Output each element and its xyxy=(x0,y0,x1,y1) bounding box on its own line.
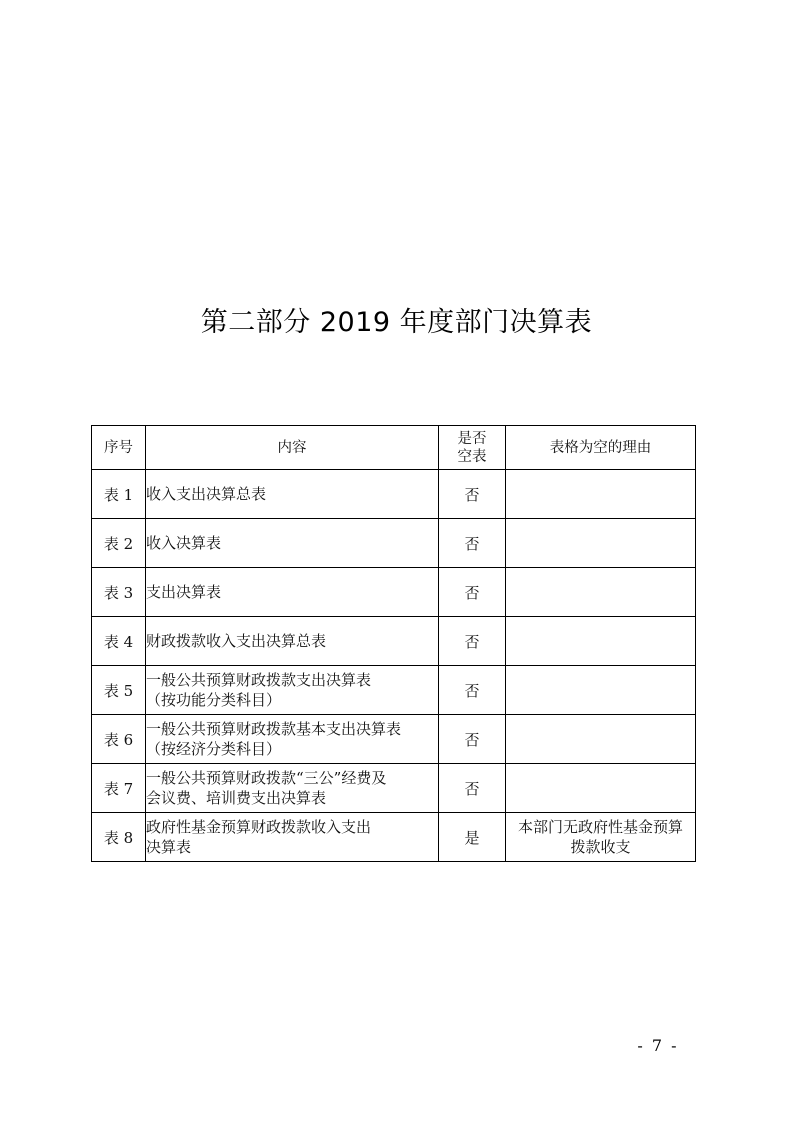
header-is-empty-line1: 是否 xyxy=(457,430,487,447)
row-name-line: 收入决算表 xyxy=(146,534,222,552)
row-name xyxy=(146,568,439,617)
row-is-empty: 否 xyxy=(439,568,506,617)
header-is-empty xyxy=(439,426,506,470)
row-is-empty: 否 xyxy=(439,715,506,764)
row-no: 表 4 xyxy=(92,617,146,666)
header-no: 序号 xyxy=(92,426,146,470)
row-reason xyxy=(506,715,696,764)
row-is-empty: 否 xyxy=(439,519,506,568)
header-content: 内容 xyxy=(146,426,439,470)
row-name-line: 一般公共预算财政拨款支出决算表 xyxy=(146,671,372,689)
row-reason xyxy=(506,568,696,617)
row-name xyxy=(146,813,439,862)
row-no: 表 3 xyxy=(92,568,146,617)
row-name-line: 会议费、培训费支出决算表 xyxy=(146,789,327,807)
row-name-line: 财政拨款收入支出决算总表 xyxy=(146,632,327,650)
row-name-line: 收入支出决算总表 xyxy=(146,485,267,503)
table-header-row xyxy=(92,426,696,470)
row-is-empty: 否 xyxy=(439,666,506,715)
row-no: 表 6 xyxy=(92,715,146,764)
page-number: - 7 - xyxy=(637,1036,679,1055)
table-row xyxy=(92,666,696,715)
budget-table-list xyxy=(91,425,696,862)
row-reason xyxy=(506,764,696,813)
row-name-line: 一般公共预算财政拨款基本支出决算表 xyxy=(146,720,402,738)
row-name-line: 政府性基金预算财政拨款收入支出 xyxy=(146,818,372,836)
row-name xyxy=(146,715,439,764)
row-no: 表 7 xyxy=(92,764,146,813)
row-name-line: 一般公共预算财政拨款“三公”经费及 xyxy=(146,769,387,787)
row-reason-line: 本部门无政府性基金预算 xyxy=(517,818,683,836)
row-is-empty: 否 xyxy=(439,470,506,519)
row-no: 表 5 xyxy=(92,666,146,715)
row-no: 表 1 xyxy=(92,470,146,519)
table-row xyxy=(92,764,696,813)
row-reason xyxy=(506,470,696,519)
row-is-empty: 否 xyxy=(439,764,506,813)
header-reason: 表格为空的理由 xyxy=(506,426,696,470)
row-reason xyxy=(506,666,696,715)
row-name-line: 支出决算表 xyxy=(146,583,222,601)
table-row xyxy=(92,568,696,617)
row-name xyxy=(146,764,439,813)
page-title: 第二部分 2019 年度部门决算表 xyxy=(200,307,593,338)
row-name-line: 决算表 xyxy=(146,838,192,856)
row-reason-line: 拨款收支 xyxy=(570,838,631,856)
row-reason xyxy=(506,519,696,568)
row-is-empty: 是 xyxy=(439,813,506,862)
row-no: 表 2 xyxy=(92,519,146,568)
row-name xyxy=(146,617,439,666)
table-row xyxy=(92,470,696,519)
table-row xyxy=(92,519,696,568)
row-name-line: （按经济分类科目） xyxy=(146,740,282,758)
table-row xyxy=(92,715,696,764)
row-name xyxy=(146,519,439,568)
row-name xyxy=(146,666,439,715)
table-row xyxy=(92,813,696,862)
row-reason xyxy=(506,813,696,862)
row-is-empty: 否 xyxy=(439,617,506,666)
row-reason xyxy=(506,617,696,666)
row-no: 表 8 xyxy=(92,813,146,862)
row-name-line: （按功能分类科目） xyxy=(146,691,282,709)
row-name xyxy=(146,470,439,519)
table-row xyxy=(92,617,696,666)
header-is-empty-line2: 空表 xyxy=(457,448,487,465)
